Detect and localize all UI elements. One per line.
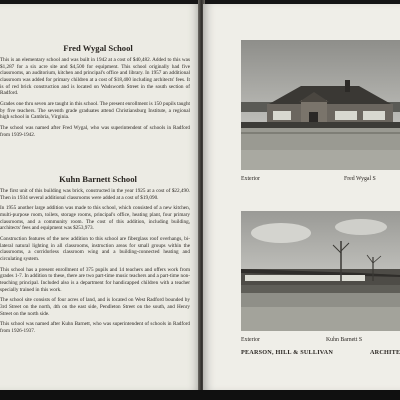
paragraph: This is an elementary school and was built in 1942 at a cost of $40,482. Added to this was $1,287 for a six acre site and $4,500 for equipment. This school originally had five classrooms, an auditorium, kitchen and principal's office and library. In 1957 an additional classroom was added for primary children at a cost of $18,400 including architects' fees. It is of red brick construction and is located on Wadsworth Street in the south section of Radford. <box>0 57 190 97</box>
fred-wygal-school-photo <box>241 40 400 170</box>
kuhn-barnett-school-image <box>241 211 400 331</box>
fred-wygal-school-image <box>241 40 400 170</box>
section-title-fred-wygal: Fred Wygal School <box>63 43 133 53</box>
section-title-kuhn-barnett: Kuhn Barnett School <box>59 174 137 184</box>
paragraph: The school site consists of four acres of land, and is located on West Radford bounded by 3rd Street on the north, 4th on the east side, Pendleton Street on the south, and Henry Street on the north side. <box>0 297 190 317</box>
photo1-caption-left: Exterior <box>241 176 260 182</box>
architect-firm-name: PEARSON, HILL & SULLIVAN <box>241 349 334 356</box>
paragraph: The first unit of this building was brick, constructed in the year 1925 at a cost of $22,490. Then in 1934 several additional classrooms were added at a cost of $19,090. <box>0 188 190 201</box>
fred-wygal-text <box>0 57 190 165</box>
architects-label: ARCHITE <box>370 349 400 356</box>
photo2-caption-right: Kuhn Barnett S <box>326 337 363 343</box>
kuhn-barnett-text <box>0 188 190 384</box>
paragraph: The school was named after Fred Wygal, who was superintendent of schools in Radford from 1939-1942. <box>0 124 190 138</box>
kuhn-barnett-school-photo <box>241 211 400 331</box>
left-page <box>0 4 200 390</box>
paragraph: In 1955 another large addition was made to this school, which consisted of a new kitchen, multi-purpose room, toilets, storage rooms, principal's office, heating plant, four primary classrooms, and a community room. The cost of this addition, including building, architects' fees and equipment was $253,973. <box>0 205 190 232</box>
photo2-caption-left: Exterior <box>241 337 260 343</box>
photo1-caption-right: Fred Wygal S <box>344 176 376 182</box>
page-bottom-edge <box>0 390 400 400</box>
paragraph: This school has a present enrollment of 375 pupils and 14 teachers and offers work from grades 1-7. In addition to these, there are two part-time music teachers and a part-time non-teaching principal. Included also is a department for handicapped children with a teacher specially trained in this work. <box>0 266 190 293</box>
paragraph: Construction features of the new addition to this school are fiberglass roof overhangs, bi-lateral natural lighting in all classrooms, instruction areas for small groups within the classrooms, a corridorless classroom wing and a building-connected heating and circulating system. <box>0 235 190 262</box>
paragraph: This school was named after Kuhn Barnett, who was superintendent of schools in Radford from 1926-1937. <box>0 321 190 334</box>
paragraph: Grades one thru seven are taught in this school. The present enrollment is 150 pupils taught by five teachers. The seventh grade graduates attend Christiansburg Institute, a regional high school in Cambria, Virginia. <box>0 100 190 121</box>
